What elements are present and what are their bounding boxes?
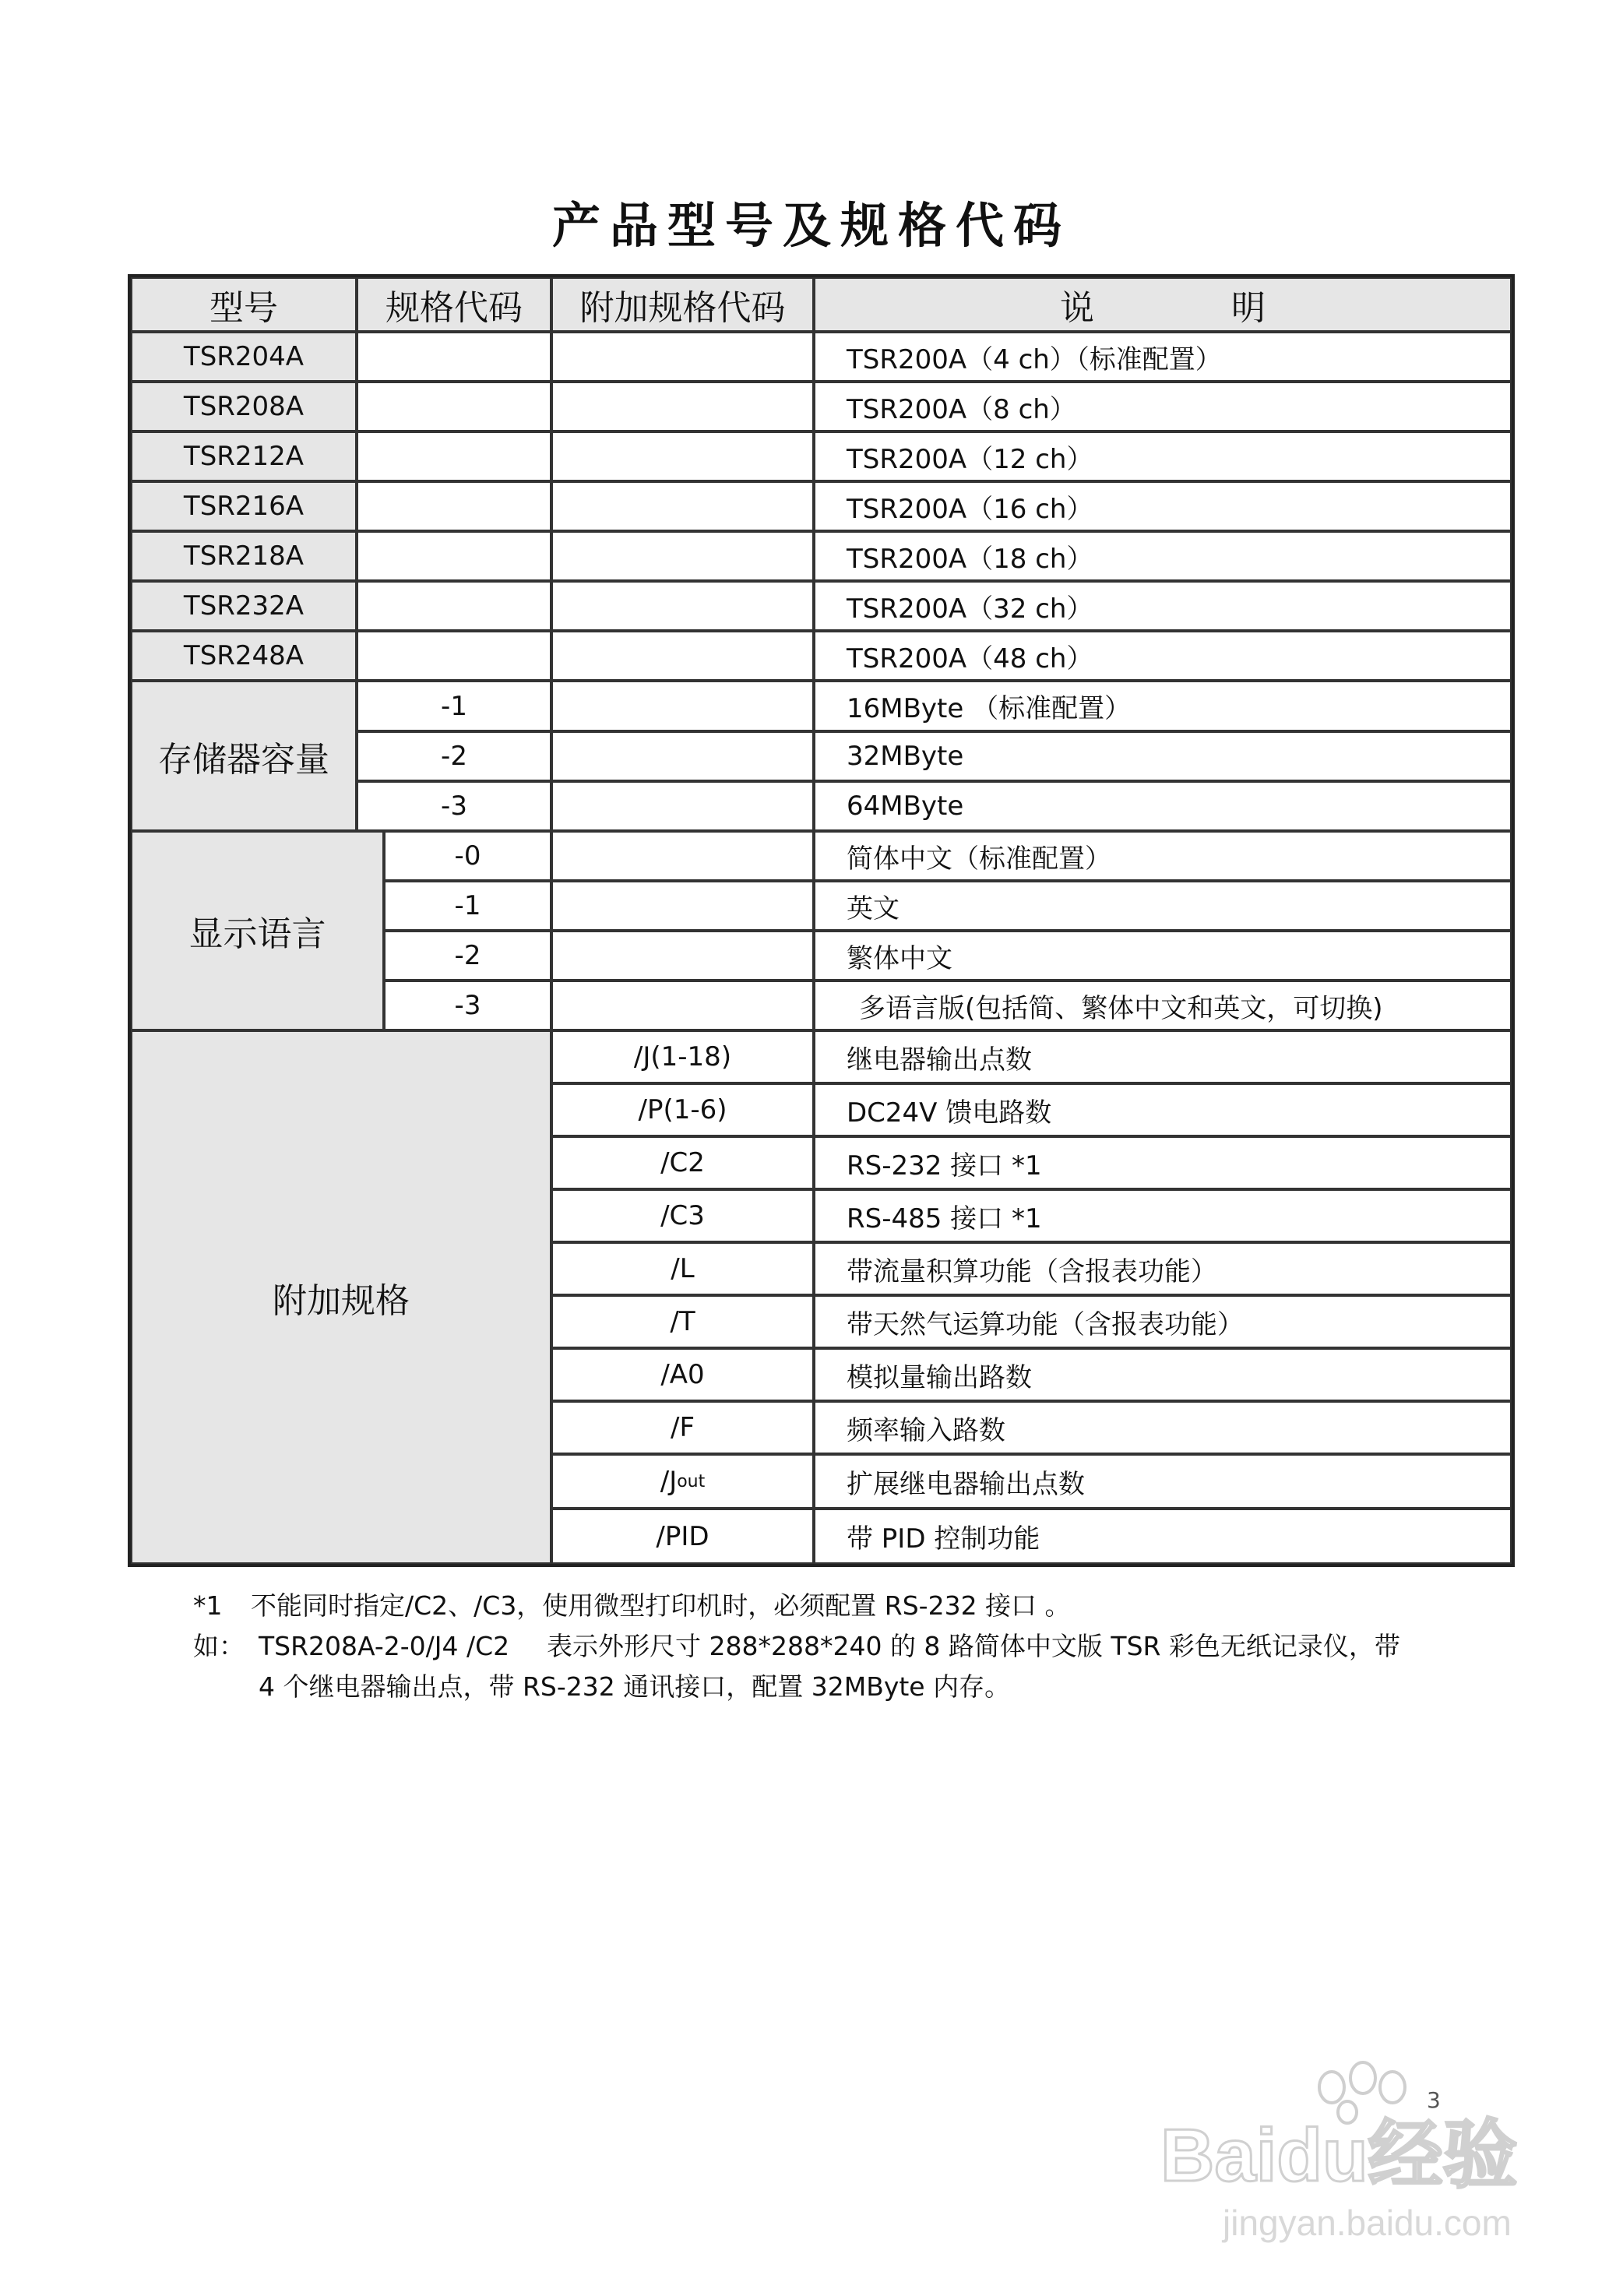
header-extra-code: 附加规格代码 bbox=[551, 277, 814, 332]
header-model: 型号 bbox=[131, 277, 357, 332]
storage-code: -2 bbox=[357, 731, 551, 781]
footnote-text: 不能同时指定/C2、/C3，使用微型打印机时，必须配置 RS-232 接口 。 bbox=[251, 1590, 1071, 1621]
language-code: -1 bbox=[384, 881, 551, 931]
additional-description: 带 PID 控制功能 bbox=[814, 1509, 1512, 1564]
additional-description: 带流量积算功能（含报表功能） bbox=[814, 1242, 1512, 1295]
language-label: 显示语言 bbox=[131, 831, 384, 1030]
storage-description: 16MByte （标准配置） bbox=[814, 681, 1512, 731]
watermark-brand: Baidu经验 bbox=[1160, 2114, 1518, 2197]
additional-code: /C3 bbox=[551, 1189, 814, 1242]
storage-code: -1 bbox=[357, 681, 551, 731]
additional-code: /T bbox=[551, 1295, 814, 1348]
empty-cell bbox=[551, 731, 814, 781]
model-code: TSR218A bbox=[131, 531, 357, 581]
language-description: 多语言版(包括简、繁体中文和英文，可切换) bbox=[814, 981, 1512, 1030]
additional-code: /A0 bbox=[551, 1348, 814, 1401]
example-key: 如： bbox=[193, 1631, 245, 1661]
additional-description: DC24V 馈电路数 bbox=[814, 1083, 1512, 1136]
additional-code: /L bbox=[551, 1242, 814, 1295]
page-title: 产品型号及规格代码 bbox=[551, 197, 1071, 254]
header-spec-code: 规格代码 bbox=[357, 277, 551, 332]
empty-cell bbox=[357, 531, 551, 581]
model-description: TSR200A（16 ch） bbox=[814, 481, 1512, 531]
additional-description: 继电器输出点数 bbox=[814, 1030, 1512, 1083]
additional-description: RS-232 接口 *1 bbox=[814, 1136, 1512, 1189]
language-code: -2 bbox=[384, 931, 551, 981]
model-code: TSR216A bbox=[131, 481, 357, 531]
additional-description: 模拟量输出路数 bbox=[814, 1348, 1512, 1401]
empty-cell bbox=[357, 631, 551, 681]
empty-cell bbox=[551, 631, 814, 681]
empty-cell bbox=[551, 481, 814, 531]
additional-label: 附加规格 bbox=[131, 1030, 551, 1564]
empty-cell bbox=[551, 581, 814, 631]
storage-description: 32MByte bbox=[814, 731, 1512, 781]
example-text-line2: 4 个继电器输出点，带 RS-232 通讯接口，配置 32MByte 内存。 bbox=[259, 1671, 1011, 1702]
empty-cell bbox=[357, 581, 551, 631]
empty-cell bbox=[551, 332, 814, 382]
storage-code: -3 bbox=[357, 781, 551, 831]
empty-cell bbox=[357, 431, 551, 481]
language-code: -0 bbox=[384, 831, 551, 881]
model-code: TSR204A bbox=[131, 332, 357, 382]
additional-description: RS-485 接口 *1 bbox=[814, 1189, 1512, 1242]
baidu-watermark bbox=[1137, 2025, 1542, 2259]
model-description: TSR200A（32 ch） bbox=[814, 581, 1512, 631]
additional-code: /PID bbox=[551, 1509, 814, 1564]
model-description: TSR200A（4 ch）（标准配置） bbox=[814, 332, 1512, 382]
empty-cell bbox=[551, 431, 814, 481]
model-description: TSR200A（8 ch） bbox=[814, 382, 1512, 431]
empty-cell bbox=[551, 931, 814, 981]
code-main: /J bbox=[660, 1466, 678, 1497]
empty-cell bbox=[551, 981, 814, 1030]
language-code: -3 bbox=[384, 981, 551, 1030]
model-description: TSR200A（18 ch） bbox=[814, 531, 1512, 581]
model-description: TSR200A（12 ch） bbox=[814, 431, 1512, 481]
additional-code: /F bbox=[551, 1401, 814, 1454]
additional-code: /J(1-18) bbox=[551, 1030, 814, 1083]
empty-cell bbox=[357, 382, 551, 431]
empty-cell bbox=[357, 332, 551, 382]
example-note bbox=[193, 1626, 1517, 1667]
additional-description: 扩展继电器输出点数 bbox=[814, 1454, 1512, 1509]
language-description: 英文 bbox=[814, 881, 1512, 931]
spec-table bbox=[128, 274, 1515, 1567]
page-number: 3 bbox=[1427, 2087, 1441, 2113]
code-subscript: out bbox=[677, 1471, 706, 1491]
example-code: TSR208A-2-0/J4 /C2 bbox=[259, 1631, 510, 1661]
example-continuation bbox=[193, 1667, 1517, 1707]
additional-code bbox=[551, 1454, 814, 1509]
additional-description: 带天然气运算功能（含报表功能） bbox=[814, 1295, 1512, 1348]
empty-cell bbox=[551, 881, 814, 931]
empty-cell bbox=[551, 531, 814, 581]
footnote-key: *1 bbox=[193, 1590, 223, 1621]
example-text-line1: 表示外形尺寸 288*288*240 的 8 路简体中文版 TSR 彩色无纸记录仪，带 bbox=[547, 1631, 1400, 1661]
model-code: TSR232A bbox=[131, 581, 357, 631]
empty-cell bbox=[551, 382, 814, 431]
footnotes bbox=[193, 1586, 1517, 1707]
model-description: TSR200A（48 ch） bbox=[814, 631, 1512, 681]
model-code: TSR212A bbox=[131, 431, 357, 481]
header-description: 说 明 bbox=[814, 277, 1512, 332]
additional-code: /P(1-6) bbox=[551, 1083, 814, 1136]
storage-label: 存储器容量 bbox=[131, 681, 357, 831]
storage-description: 64MByte bbox=[814, 781, 1512, 831]
empty-cell bbox=[551, 681, 814, 731]
empty-cell bbox=[357, 481, 551, 531]
model-code: TSR208A bbox=[131, 382, 357, 431]
model-code: TSR248A bbox=[131, 631, 357, 681]
empty-cell bbox=[551, 831, 814, 881]
footnote-1 bbox=[193, 1586, 1517, 1626]
watermark-url: jingyan.baidu.com bbox=[1223, 2203, 1512, 2243]
empty-cell bbox=[551, 781, 814, 831]
language-description: 简体中文（标准配置） bbox=[814, 831, 1512, 881]
additional-description: 频率输入路数 bbox=[814, 1401, 1512, 1454]
language-description: 繁体中文 bbox=[814, 931, 1512, 981]
additional-code: /C2 bbox=[551, 1136, 814, 1189]
